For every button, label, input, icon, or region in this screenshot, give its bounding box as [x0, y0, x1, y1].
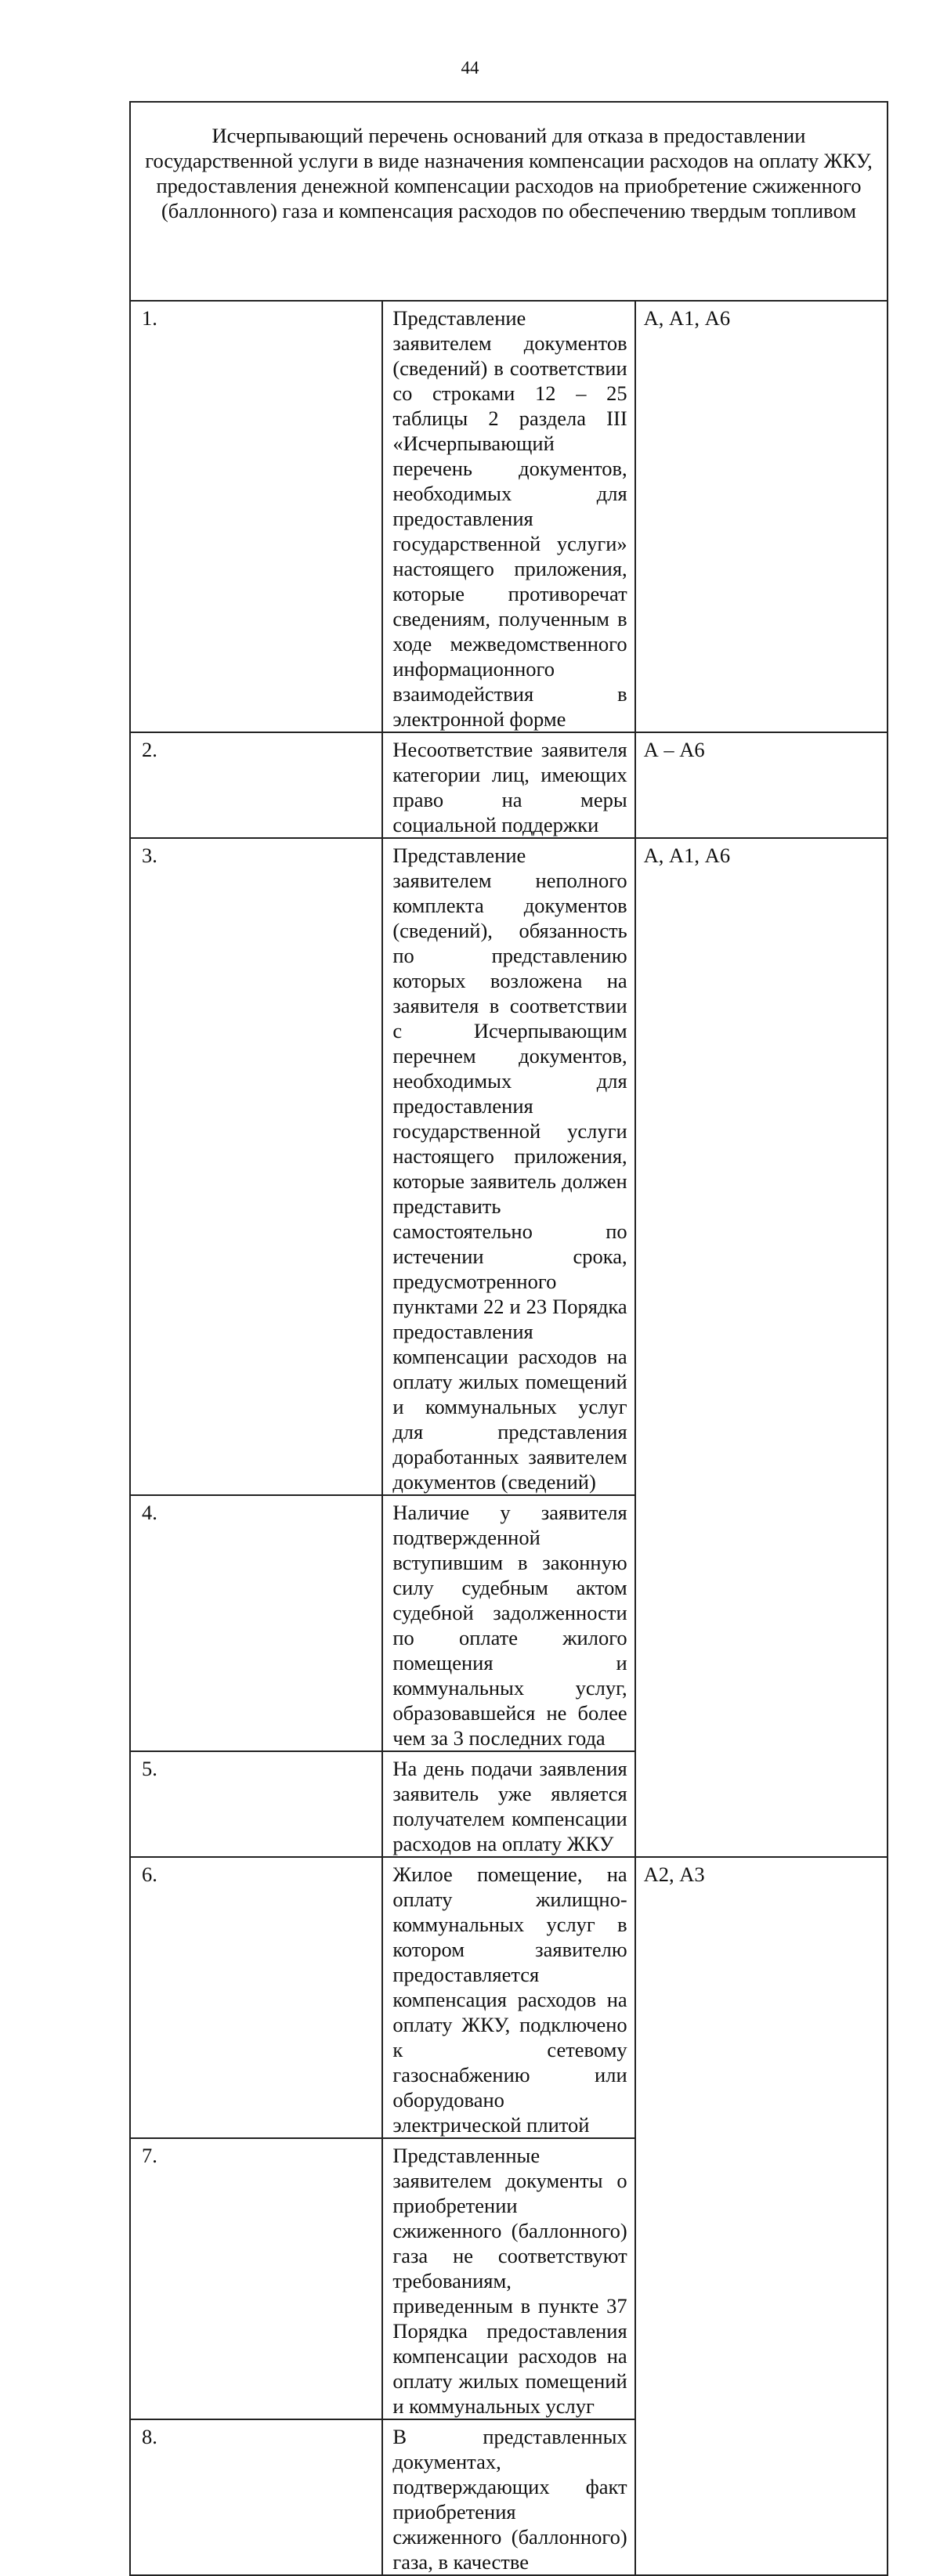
table-row — [130, 732, 888, 838]
row-number: 4. — [130, 1495, 382, 1751]
row-codes: А, А1, А6 — [635, 301, 888, 732]
row-codes-empty — [635, 1751, 888, 1857]
page-number: 44 — [461, 58, 479, 78]
row-text: Наличие у заявителя подтвержденной вступившим в законную силу судебным актом судебной задолженности по оплате жилого помещения и коммунальных услуг, образовавшейся не более чем за 3 последних года — [382, 1495, 634, 1751]
row-number: 3. — [130, 838, 382, 1495]
row-number: 5. — [130, 1751, 382, 1857]
table-row — [130, 2138, 888, 2419]
table-title-row — [130, 102, 888, 301]
row-text: Представление заявителем неполного комплекта документов (сведений), обязанность по представлению которых возложена на заявителя в соответствии с Исчерпывающим перечнем документов, необходимых для предоставления государственной услуги настоящего приложения, которые заявитель должен представить самостоятельно по истечении срока, предусмотренного пунктами 22 и 23 Порядка предоставления компенсации расходов на оплату жилых помещений и коммунальных услуг для представления доработанных заявителем документов (сведений) — [382, 838, 634, 1495]
table-row — [130, 838, 888, 1495]
row-number: 2. — [130, 732, 382, 838]
table-row — [130, 1495, 888, 1751]
refusal-grounds-table — [129, 101, 888, 2576]
row-text: В представленных документах, подтверждающих факт приобретения сжиженного (баллонного) газа, в качестве — [382, 2419, 634, 2575]
row-number: 8. — [130, 2419, 382, 2575]
row-text: Представление заявителем документов (сведений) в соответствии со строками 12 – 25 таблицы 2 раздела III «Исчерпывающий перечень документов, необходимых для предоставления государственной услуги» настоящего приложения, которые противоречат сведениям, полученным в ходе межведомственного информационного взаимодействия в электронной форме — [382, 301, 634, 732]
table-row — [130, 1751, 888, 1857]
table-title: Исчерпывающий перечень оснований для отказа в предоставлении государственной услуги в виде назначения компенсации расходов на оплату ЖКУ, предоставления денежной компенсации расходов на приобретение сжиженного (баллонного) газа и компенсация расходов по обеспечению твердым топливом — [130, 102, 888, 301]
row-number: 7. — [130, 2138, 382, 2419]
row-codes-empty — [635, 2419, 888, 2575]
row-number: 1. — [130, 301, 382, 732]
row-text: Несоответствие заявителя категории лиц, имеющих право на меры социальной поддержки — [382, 732, 634, 838]
row-codes: А – А6 — [635, 732, 888, 838]
row-codes: А, А1, А6 — [635, 838, 888, 1495]
row-text: Жилое помещение, на оплату жилищно-коммунальных услуг в котором заявителю предоставляется компенсация расходов на оплату ЖКУ, подключено к сетевому газоснабжению или оборудовано электрической плитой — [382, 1857, 634, 2138]
row-codes: А2, А3 — [635, 1857, 888, 2138]
table-row — [130, 2419, 888, 2575]
table-row — [130, 301, 888, 732]
row-codes-empty — [635, 2138, 888, 2419]
row-text: Представленные заявителем документы о приобретении сжиженного (баллонного) газа не соответствуют требованиям, приведенным в пункте 37 Порядка предоставления компенсации расходов на оплату жилых помещений и коммунальных услуг — [382, 2138, 634, 2419]
table-row — [130, 1857, 888, 2138]
row-codes-empty — [635, 1495, 888, 1751]
row-text: На день подачи заявления заявитель уже является получателем компенсации расходов на оплату ЖКУ — [382, 1751, 634, 1857]
row-number: 6. — [130, 1857, 382, 2138]
